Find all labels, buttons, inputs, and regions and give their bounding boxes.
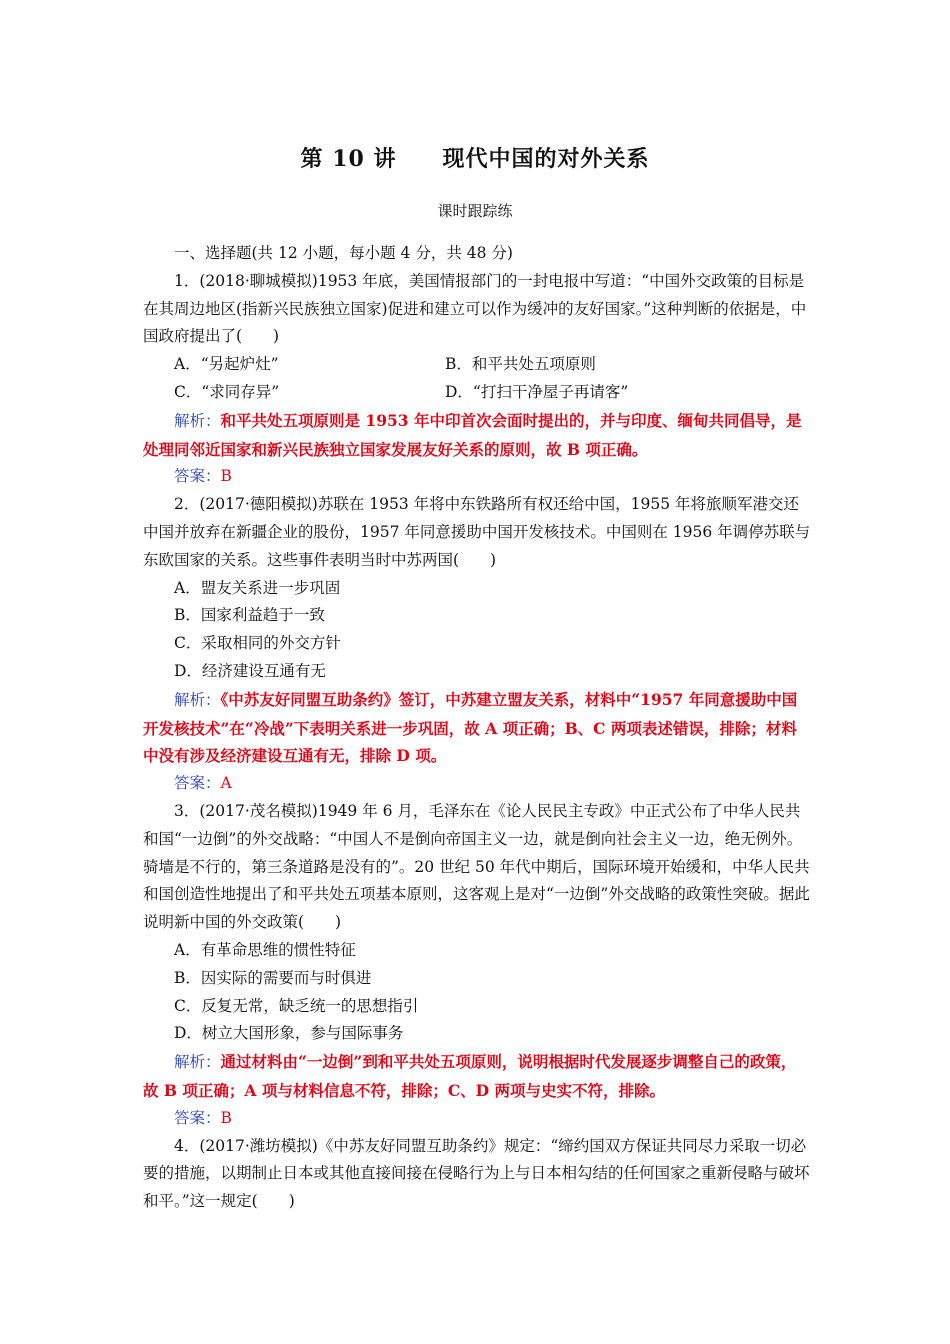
page-title: 第 10 讲 现代中国的对外关系 — [300, 146, 650, 172]
question-1-option-b: B．和平共处五项原则 — [445, 355, 596, 374]
question-3-option-c: C．反复无常，缺乏统一的思想指引 — [174, 996, 419, 1015]
question-1-option-a: A．“另起炉灶” — [174, 355, 279, 374]
answer-value: B — [220, 467, 232, 486]
answer-label: 答案： — [174, 467, 221, 486]
question-1-answer — [143, 463, 811, 491]
answer-label: 答案： — [174, 1108, 221, 1127]
question-1-option-c: C．“求同存异” — [174, 382, 280, 401]
answer-value: B — [220, 1108, 232, 1127]
question-2-stem: 2．(2017·德阳模拟)苏联在 1953 年将中东铁路所有权还给中国，1955 年将旅顺军港交还中国并放弃在新疆企业的股份，1957 年同意援助中国开发核技术。中国则在 1956 年调停苏联与东欧国家的关系。这些事件表明当时中苏两国( ) — [143, 495, 811, 569]
question-2-option-b: B．国家利益趋于一致 — [174, 606, 325, 625]
question-1-option-d: D．“打扫干净屋子再请客” — [445, 382, 629, 401]
answer-label: 答案： — [174, 774, 221, 793]
analysis-label: 解析： — [174, 1053, 221, 1072]
question-2-option-c: C．采取相同的外交方针 — [174, 634, 341, 653]
section-heading: 一、选择题(共 12 小题，每小题 4 分，共 48 分) — [174, 244, 513, 262]
question-3-option-b: B．因实际的需要而与时俱进 — [174, 968, 372, 987]
question-2-option-a: A．盟友关系进一步巩固 — [174, 578, 341, 597]
question-1-stem: 1．(2018·聊城模拟)1953 年底，美国情报部门的一封电报中写道：“中国外交政策的目标是在其周边地区(指新兴民族独立国家)促进和建立可以作为缓冲的友好国家。”这种判断的依据是，中国政府提出了( ) — [143, 271, 807, 346]
document-body — [143, 240, 811, 1216]
question-3-analysis — [143, 1048, 811, 1105]
question-2-answer — [143, 770, 811, 798]
question-2-analysis — [143, 686, 811, 770]
question-3-stem: 3．(2017·茂名模拟)1949 年 6 月，毛泽东在《论人民民主专政》中正式公布了中华人民共和国“一边倒”的外交战略：“中国人不是倒向帝国主义一边，就是倒向社会主义一边，绝无例外。骑墙是不行的，第三条道路是没有的”。20 世纪 50 年代中期后，国际环境开始缓和，中华人民共和国创造性地提出了和平共处五项基本原则，这客观上是对“一边倒”外交战略的政策性突破。据此说明新中国的外交政策( ) — [143, 801, 810, 932]
analysis-label: 解析： — [174, 411, 221, 430]
answer-value: A — [220, 774, 232, 793]
analysis-text: 《中苏友好同盟互助条约》签订，中苏建立盟友关系，材料中“1957 年同意援助中国开发核技术”在“冷战”下表明关系进一步巩固，故 A 项正确；B、C 两项表述错误，排除；材料中没有涉及经济建设互通有无，排除 D 项。 — [143, 689, 798, 766]
analysis-label: 解析： — [174, 690, 221, 709]
question-1-analysis — [143, 407, 811, 464]
analysis-text: 和平共处五项原则是 1953 年中印首次会面时提出的，并与印度、缅甸共同倡导，是处理同邻近国家和新兴民族独立国家发展友好关系的原则，故 B 项正确。 — [143, 410, 802, 459]
page-subtitle: 课时跟踪练 — [437, 202, 513, 220]
question-3-option-d: D．树立大国形象，参与国际事务 — [174, 1024, 404, 1043]
analysis-text: 通过材料由“一边倒”到和平共处五项原则，说明根据时代发展逐步调整自己的政策，故 B 项正确；A 项与材料信息不符，排除；C、D 两项与史实不符，排除。 — [143, 1052, 797, 1100]
question-2-option-d: D．经济建设互通有无 — [174, 661, 326, 680]
question-1-options-row-2 — [143, 379, 811, 407]
question-4-stem: 4．(2017·潍坊模拟)《中苏友好同盟互助条约》规定：“缔约国双方保证共同尽力采取一切必要的措施，以期制止日本或其他直接间接在侵略行为上与日本相勾结的任何国家之重新侵略与破坏和平。”这一规定( ) — [143, 1136, 810, 1211]
question-1-options-row-1 — [143, 351, 811, 379]
question-3-answer — [143, 1105, 811, 1133]
question-3-option-a: A．有革命思维的惯性特征 — [174, 940, 356, 959]
